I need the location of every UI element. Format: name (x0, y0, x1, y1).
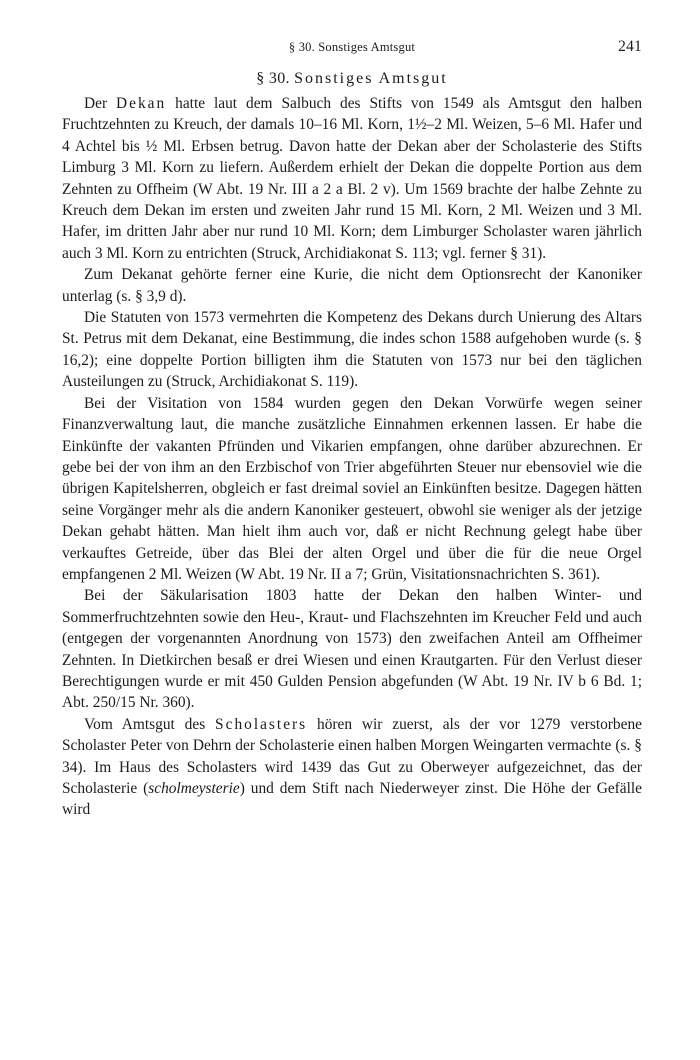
italic-term-scholmeysterie: scholmeysterie (148, 780, 240, 797)
paragraph-text: ) und dem Stift nach Niederweyer zinst. Die Höhe der Gefälle wird (62, 780, 642, 819)
paragraph-text: hören wir zuerst, als der vor 1279 verstorbene Scholaster Peter von Dehrn der Scholasterie einen halben Morgen Weingarten vermachte (s. § 34). Im Haus des Scholasters wird 1439 das Gut zu Oberweyer aufgezeichnet, das der Scholasterie ( (62, 715, 642, 797)
paragraph-secularisation-1803: Bei der Säkularisation 1803 hatte der Dekan den halben Winter- und Sommerfruchtzehnten sowie den Heu-, Kraut- und Flachszehnten im Kreucher Feld und auch (entgegen der vorgenannten Anordnung von 1573) den zweifachen Anteil am Offheimer Zehnten. In Dietkirchen besaß er drei Wiesen und einen Krautgarten. Für den Verlust dieser Berechtigungen wurde er mit 450 Gulden Pension abgefunden (W Abt. 19 Nr. IV b 6 Bd. 1; Abt. 250/15 Nr. 360). (62, 587, 642, 712)
book-page (62, 38, 642, 821)
paragraph-deanery-curia: Zum Dekanat gehörte ferner eine Kurie, die nicht dem Optionsrecht der Kanoniker unterlag (s. § 3,9 d). (62, 266, 642, 305)
section-title: Sonstiges Amtsgut (294, 70, 448, 87)
emphasized-term-dean: Dekan (116, 95, 167, 112)
paragraph-text: hatte laut dem Salbuch des Stifts von 1549 als Amtsgut den halben Fruchtzehnten zu Kreuch, der damals 10–16 Ml. Korn, 1½–2 Ml. Weizen, 5–6 Ml. Hafer und 4 Achtel bis ½ Ml. Erbsen betrug. Davon hatte der Dekan aber der Scholasterie des Stifts Limburg 3 Ml. Korn zu liefern. Außerdem erhielt der Dekan die doppelte Portion aus dem Zehnten zu Offheim (W Abt. 19 Nr. III a 2 a Bl. 2 v). Um 1569 brachte der halbe Zehnte zu Kreuch dem Dekan im ersten und zweiten Jahr rund 15 Ml. Korn, 2 Ml. Weizen und 3 Ml. Hafer, im dritten Jahr aber nur rund 10 Ml. Korn; dem Limburger Scholaster waren jährlich auch 3 Ml. Korn zu entrichten (Struck, Archidiakonat S. 113; vgl. ferner § 31). (62, 95, 643, 262)
section-heading (62, 70, 642, 88)
paragraph-statutes-1573: Die Statuten von 1573 vermehrten die Kompetenz des Dekans durch Unierung des Altars St. Petrus mit dem Dekanat, eine Bestimmung, die indes schon 1588 aufgehoben wurde (s. § 16,2); eine doppelte Portion billigten ihm die Statuten von 1573 nur bei den täglichen Austeilungen zu (Struck, Archidiakonat S. 119). (62, 309, 642, 391)
paragraph-visitation-1584: Bei der Visitation von 1584 wurden gegen den Dekan Vorwürfe wegen seiner Finanzverwaltung laut, die manche zusätzliche Einnahmen erkennen lassen. Er habe die Einkünfte der vakanten Pfründen und Vikarien empfangen, ohne darüber abzurechnen. Er gebe bei der von ihm an den Erzbischof von Trier abgeführten Steuer nur ebensoviel wie die übrigen Kapitelsherren, obgleich er fast dreimal soviel an Einkünften besitze. Dagegen hätten seine Vorgänger mehr als die andern Kanoniker gesteuert, obwohl sie weniger als der jetzige Dekan gehabt hätten. Man hielt ihm auch vor, daß er nicht Rechnung gelegt habe über verkauftes Getreide, über das Blei der alten Orgel und über die für die neue Orgel empfangenen 2 Ml. Weizen (W Abt. 19 Nr. II a 7; Grün, Visitationsnachrichten S. 361). (62, 394, 642, 583)
page-number: 241 (618, 38, 642, 55)
paragraph-text: Vom Amtsgut des (84, 715, 216, 733)
paragraph-text: Der (84, 95, 117, 112)
paragraph-dean-office-property (62, 93, 642, 264)
paragraph-scholaster-property (62, 714, 642, 821)
emphasized-term-scholaster: Scholasters (215, 715, 308, 733)
running-header (62, 38, 642, 60)
running-header-title: § 30. Sonstiges Amtsgut (288, 40, 416, 54)
section-number: § 30. (256, 70, 290, 87)
